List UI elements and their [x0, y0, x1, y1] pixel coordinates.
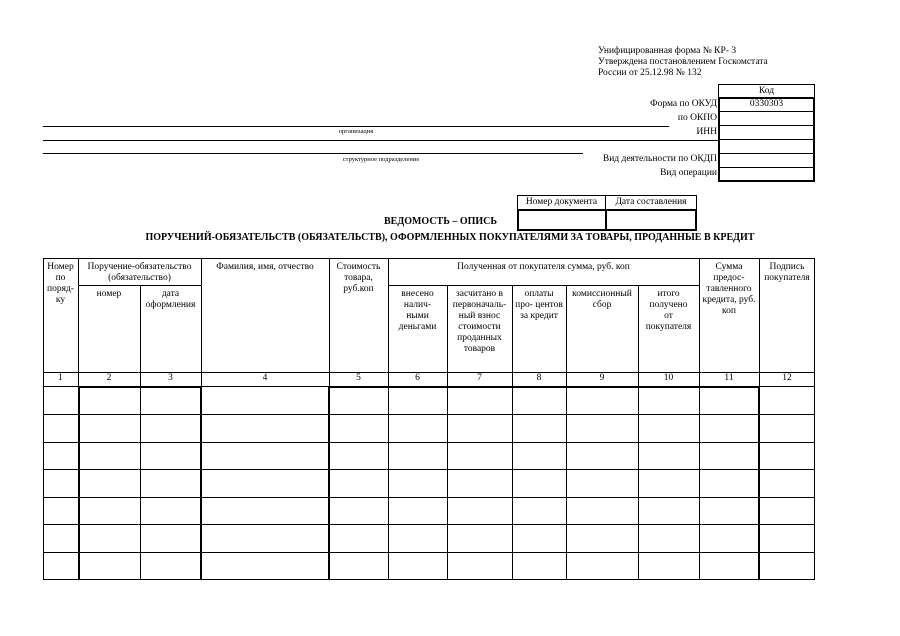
col-number: 8	[536, 373, 542, 383]
doc-date-header: Дата составления	[605, 195, 697, 210]
data-block-cols-2-3	[78, 386, 202, 580]
subdivision-line[interactable]	[43, 153, 583, 154]
col-number: 10	[663, 373, 674, 383]
col-number: 12	[782, 373, 792, 383]
col-3-header: дата оформления	[145, 289, 196, 310]
col-1-header: Номер по поряд- ку	[47, 262, 74, 305]
code-header: Код	[718, 84, 815, 98]
col-number: 7	[477, 373, 482, 383]
okdp-label: Вид деятельности по ОКДП	[602, 154, 717, 164]
organization-line[interactable]	[43, 126, 669, 127]
inn-label: ИНН	[696, 127, 717, 137]
approved-line-1: Утверждена постановлением Госкомстата	[598, 57, 768, 67]
col-7-header: засчитано в первоначаль- ный взнос стоимости проданных товаров	[452, 289, 507, 354]
col-2-3-group-header: Поручение-обязательство (обязательство)	[87, 262, 192, 283]
col-11-header: Сумма предос- тавленного кредита, руб. коп	[702, 262, 756, 316]
subdivision-label: структурное подразделение	[342, 156, 420, 163]
col-number: 4	[262, 373, 268, 383]
okud-value[interactable]: 0330303	[749, 99, 784, 109]
approved-line-2: России от 25.12.98 № 132	[598, 68, 702, 78]
doc-values-box[interactable]	[517, 209, 697, 231]
doc-number-header: Номер документа	[517, 195, 606, 210]
okpo-label: по ОКПО	[677, 113, 717, 123]
col-number: 11	[724, 373, 734, 383]
col-number: 9	[599, 373, 605, 383]
col-6-header: внесено налич- ными деньгами	[398, 289, 437, 332]
col-10-header: итого получено от покупателя	[645, 289, 692, 332]
col-number: 6	[415, 373, 420, 383]
doc-subtitle: ПОРУЧЕНИЙ-ОБЯЗАТЕЛЬСТВ (ОБЯЗАТЕЛЬСТВ), ОФОРМЛЕННЫХ ПОКУПАТЕЛЯМИ ЗА ТОВАРЫ, ПРОДАННЫЕ В КРЕДИТ	[145, 232, 755, 243]
organization-line-2[interactable]	[43, 140, 718, 141]
col-8-header: оплаты про- центов за кредит	[515, 289, 563, 321]
col-2-header: номер	[96, 289, 122, 299]
col-9-header: комиссионный сбор	[572, 289, 632, 310]
doc-title: ВЕДОМОСТЬ – ОПИСЬ	[384, 216, 498, 227]
form-name: Унифицированная форма № КР- 3	[598, 46, 737, 56]
col-number: 1	[58, 373, 63, 383]
col-6-10-group-header: Полученная от покупателя сумма, руб. коп	[457, 262, 630, 272]
col-number: 2	[106, 373, 112, 383]
okud-label: Форма по ОКУД	[650, 99, 717, 109]
data-block-cols-5-11	[328, 386, 760, 580]
organization-label: организация	[338, 128, 374, 135]
operation-label: Вид операции	[660, 168, 717, 178]
col-number: 5	[356, 373, 361, 383]
col-number: 3	[168, 373, 173, 383]
col-4-header: Фамилия, имя, отчество	[216, 262, 314, 272]
col-5-header: Стоимость товара, руб.коп	[336, 262, 381, 294]
col-12-header: Подпись покупателя	[764, 262, 810, 283]
